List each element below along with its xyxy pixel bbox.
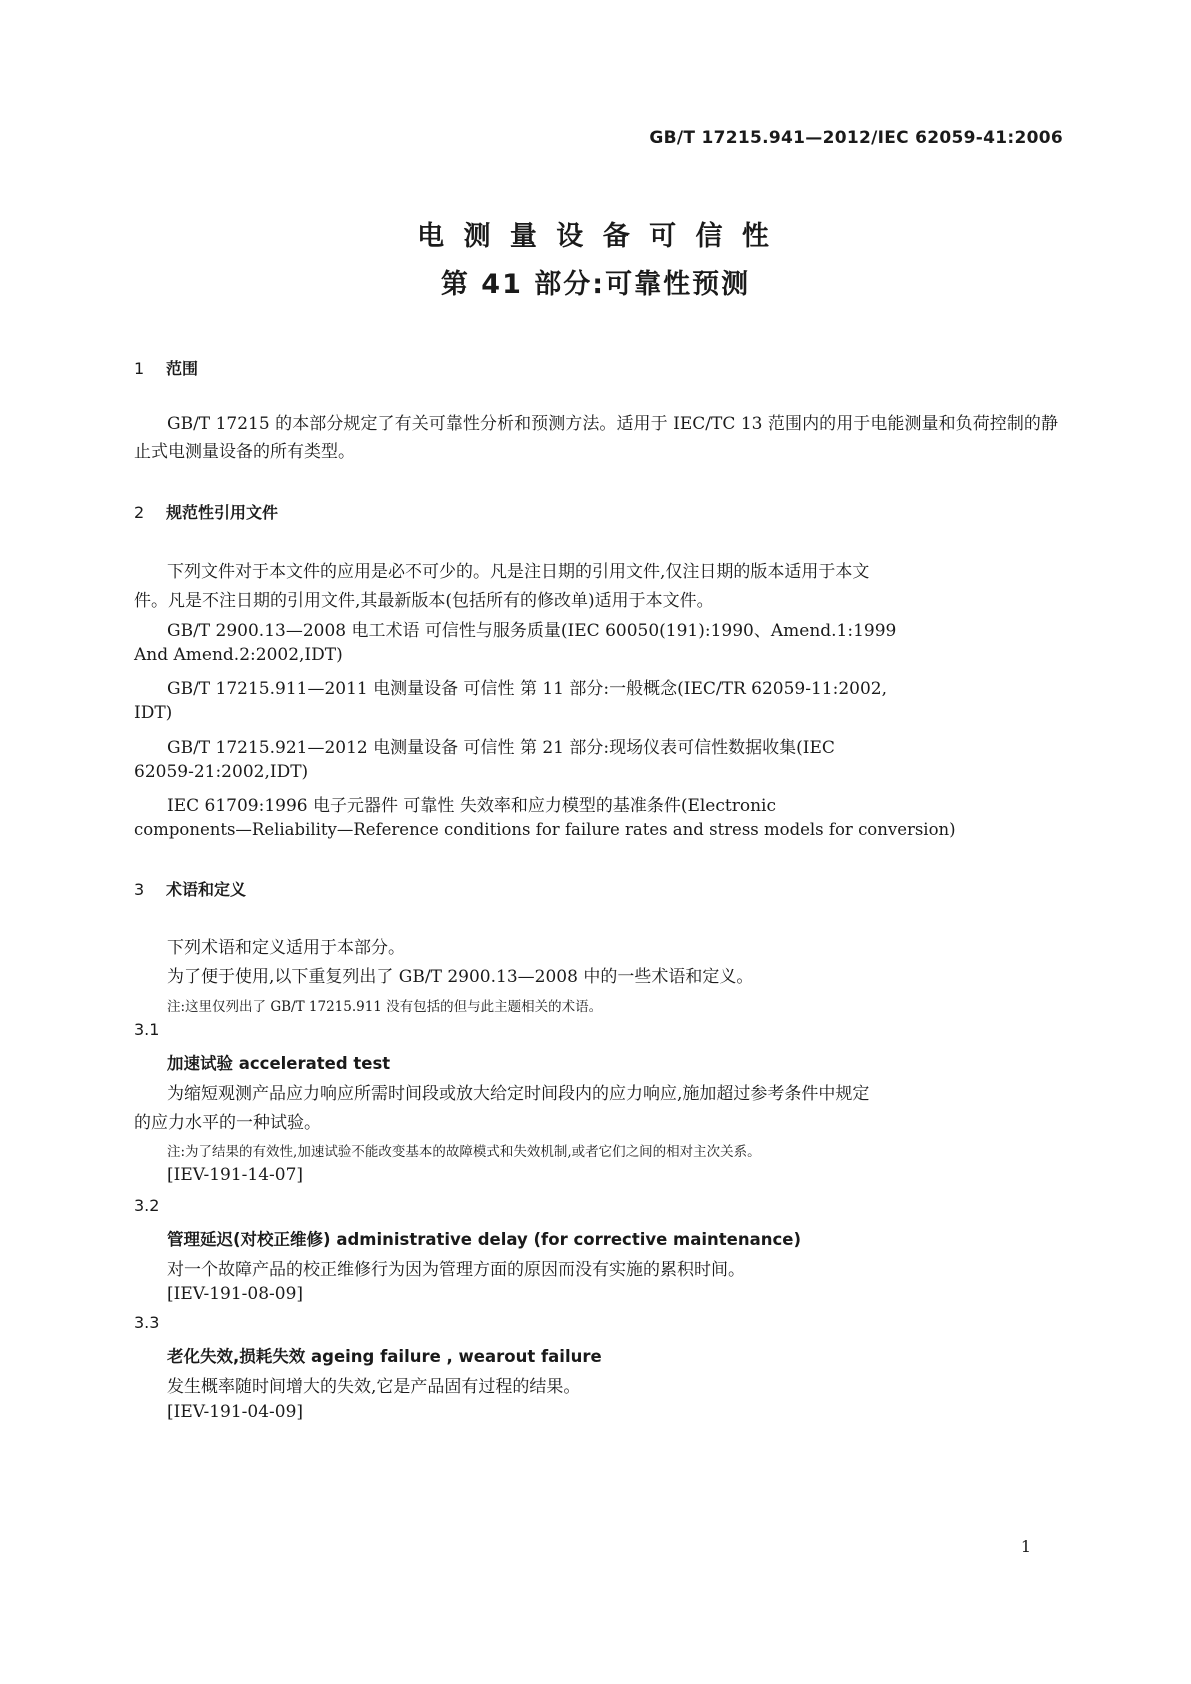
reference-1-line-1: GB/T 2900.13—2008 电工术语 可信性与服务质量(IEC 60050(191):1990、Amend.1:1999 [167, 621, 897, 641]
reference-4-line-2: components—Reliability—Reference conditions for failure rates and stress models for conversion) [134, 820, 956, 839]
term-3-1-number: 3.1 [134, 1020, 160, 1039]
term-3-1-definition-line-2: 的应力水平的一种试验。 [134, 1113, 321, 1133]
page-number: 1 [1020, 1537, 1031, 1556]
section-2-intro-line-2: 件。凡是不注日期的引用文件,其最新版本(包括所有的修改单)适用于本文件。 [134, 591, 714, 611]
section-3-heading [134, 877, 246, 900]
term-3-1-note: 注:为了结果的有效性,加速试验不能改变基本的故障模式和失效机制,或者它们之间的相对主次关系。 [167, 1144, 761, 1160]
reference-2-line-1: GB/T 17215.911—2011 电测量设备 可信性 第 11 部分:一般概念(IEC/TR 62059-11:2002, [167, 679, 888, 699]
section-1-heading [134, 356, 198, 379]
section-1-paragraph: GB/T 17215 的本部分规定了有关可靠性分析和预测方法。适用于 IEC/TC 13 范围内的用于电能测量和负荷控制的静止式电测量设备的所有类型。 [134, 414, 1058, 462]
section-2-intro-line-1: 下列文件对于本文件的应用是必不可少的。凡是注日期的引用文件,仅注日期的版本适用于本文 [167, 562, 870, 582]
section-title: 范围 [166, 359, 199, 378]
section-3-intro-1: 下列术语和定义适用于本部分。 [167, 938, 405, 958]
reference-3-line-2: 62059-21:2002,IDT) [134, 762, 309, 782]
term-3-2-definition: 对一个故障产品的校正维修行为因为管理方面的原因而没有实施的累积时间。 [167, 1260, 745, 1280]
term-3-2-title: 管理延迟(对校正维修) administrative delay (for corrective maintenance) [167, 1230, 802, 1249]
reference-3-line-1: GB/T 17215.921—2012 电测量设备 可信性 第 21 部分:现场仪表可信性数据收集(IEC [167, 738, 835, 758]
section-number: 1 [134, 359, 145, 378]
term-3-2-number: 3.2 [134, 1196, 160, 1215]
section-title: 规范性引用文件 [166, 503, 279, 522]
section-title: 术语和定义 [166, 880, 247, 899]
section-number: 2 [134, 503, 145, 522]
section-number: 3 [134, 880, 145, 899]
title-line-2: 第 41 部分:可靠性预测 [440, 269, 751, 300]
title-line-1: 电 测 量 设 备 可 信 性 [417, 221, 774, 252]
term-3-1-reference: [IEV-191-14-07] [167, 1165, 304, 1185]
term-3-3-number: 3.3 [134, 1313, 160, 1332]
section-2-heading [134, 500, 278, 523]
section-3-note: 注:这里仅列出了 GB/T 17215.911 没有包括的但与此主题相关的术语。 [167, 999, 603, 1015]
term-3-1-definition-line-1: 为缩短观测产品应力响应所需时间段或放大给定时间段内的应力响应,施加超过参考条件中规定 [167, 1084, 870, 1104]
section-3-intro-2: 为了便于使用,以下重复列出了 GB/T 2900.13—2008 中的一些术语和定义。 [167, 967, 754, 987]
term-3-1-title: 加速试验 accelerated test [167, 1054, 391, 1073]
term-3-3-definition: 发生概率随时间增大的失效,它是产品固有过程的结果。 [167, 1377, 581, 1397]
standard-number: GB/T 17215.941—2012/IEC 62059-41:2006 [649, 128, 1063, 148]
term-3-2-reference: [IEV-191-08-09] [167, 1284, 304, 1304]
reference-2-line-2: IDT) [134, 703, 173, 723]
reference-4-line-1: IEC 61709:1996 电子元器件 可靠性 失效率和应力模型的基准条件(Electronic [167, 796, 776, 816]
reference-1-line-2: And Amend.2:2002,IDT) [134, 645, 343, 665]
term-3-3-reference: [IEV-191-04-09] [167, 1402, 304, 1422]
term-3-3-title: 老化失效,损耗失效 ageing failure , wearout failure [167, 1347, 602, 1366]
